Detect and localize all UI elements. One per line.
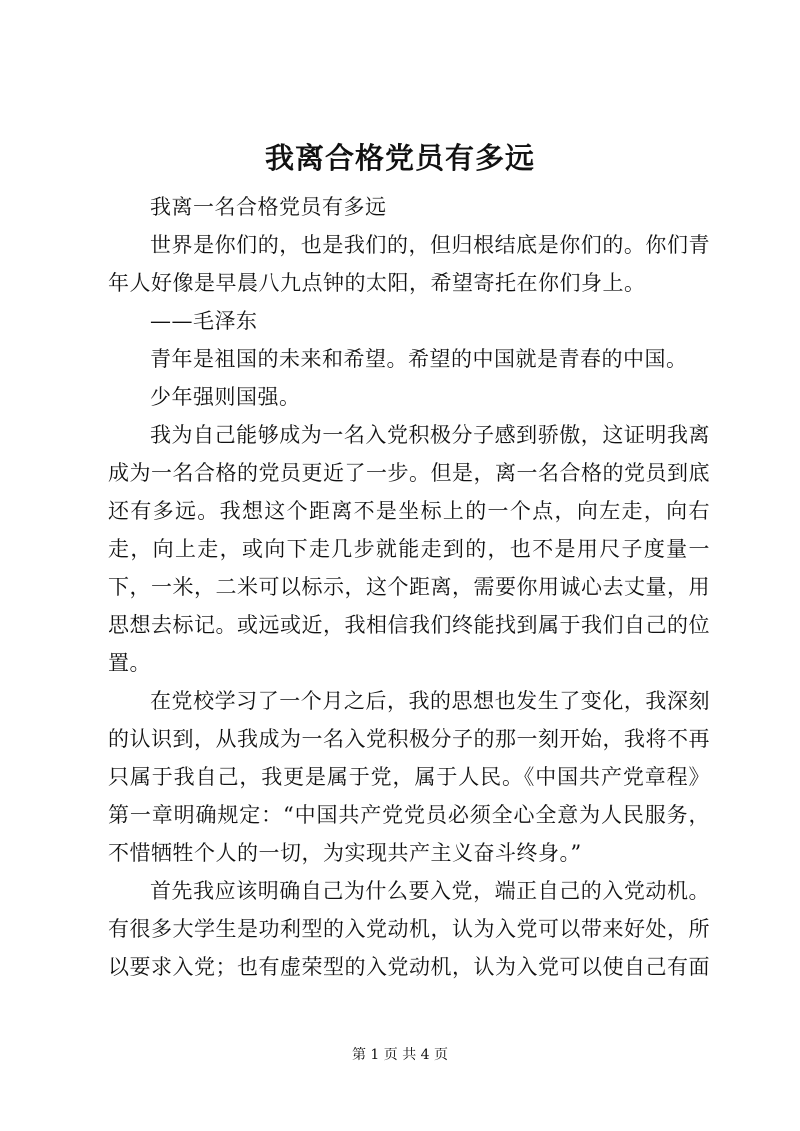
paragraph-party-school: 在党校学习了一个月之后，我的思想也发生了变化，我深刻的认识到，从我成为一名入党积极分子的那一刻开始，我将不再只属于我自己，我更是属于党，属于人民。《中国共产党章程》第一章明确规定：“中国共产党党员必须全心全意为人民服务，不惜牺牲个人的一切，为实现共产主义奋斗终身。” <box>108 689 710 865</box>
paragraph-quote-attribution: ——毛泽东 <box>150 309 258 333</box>
paragraph-strong-youth: 少年强则国强。 <box>150 385 301 409</box>
page-number-footer: 第 1 页 共 4 页 <box>351 1047 449 1063</box>
paragraph-motivation: 首先我应该明确自己为什么要入党，端正自己的入党动机。有很多大学生是功利型的入党动机，认为入党可以带来好处，所以要求入党；也有虚荣型的入党动机，认为入党可以使自己有面 <box>108 879 710 979</box>
document-body <box>108 188 710 986</box>
paragraph-subtitle: 我离一名合格党员有多远 <box>150 195 387 219</box>
paragraph-distance: 我为自己能够成为一名入党积极分子感到骄傲，这证明我离成为一名合格的党员更近了一步。但是，离一名合格的党员到底还有多远。我想这个距离不是坐标上的一个点，向左走，向右走，向上走，或向下走几步就能走到的，也不是用尺子度量一下，一米，二米可以标示，这个距离，需要你用诚心去丈量，用思想去标记。或远或近，我相信我们终能找到属于我们自己的位置。 <box>108 423 710 675</box>
paragraph-youth: 青年是祖国的未来和希望。希望的中国就是青春的中国。 <box>150 347 688 371</box>
paragraph-quote: 世界是你们的，也是我们的，但归根结底是你们的。你们青年人好像是早晨八九点钟的太阳，希望寄托在你们身上。 <box>108 233 710 295</box>
document-title: 我离合格党员有多远 <box>264 141 535 175</box>
